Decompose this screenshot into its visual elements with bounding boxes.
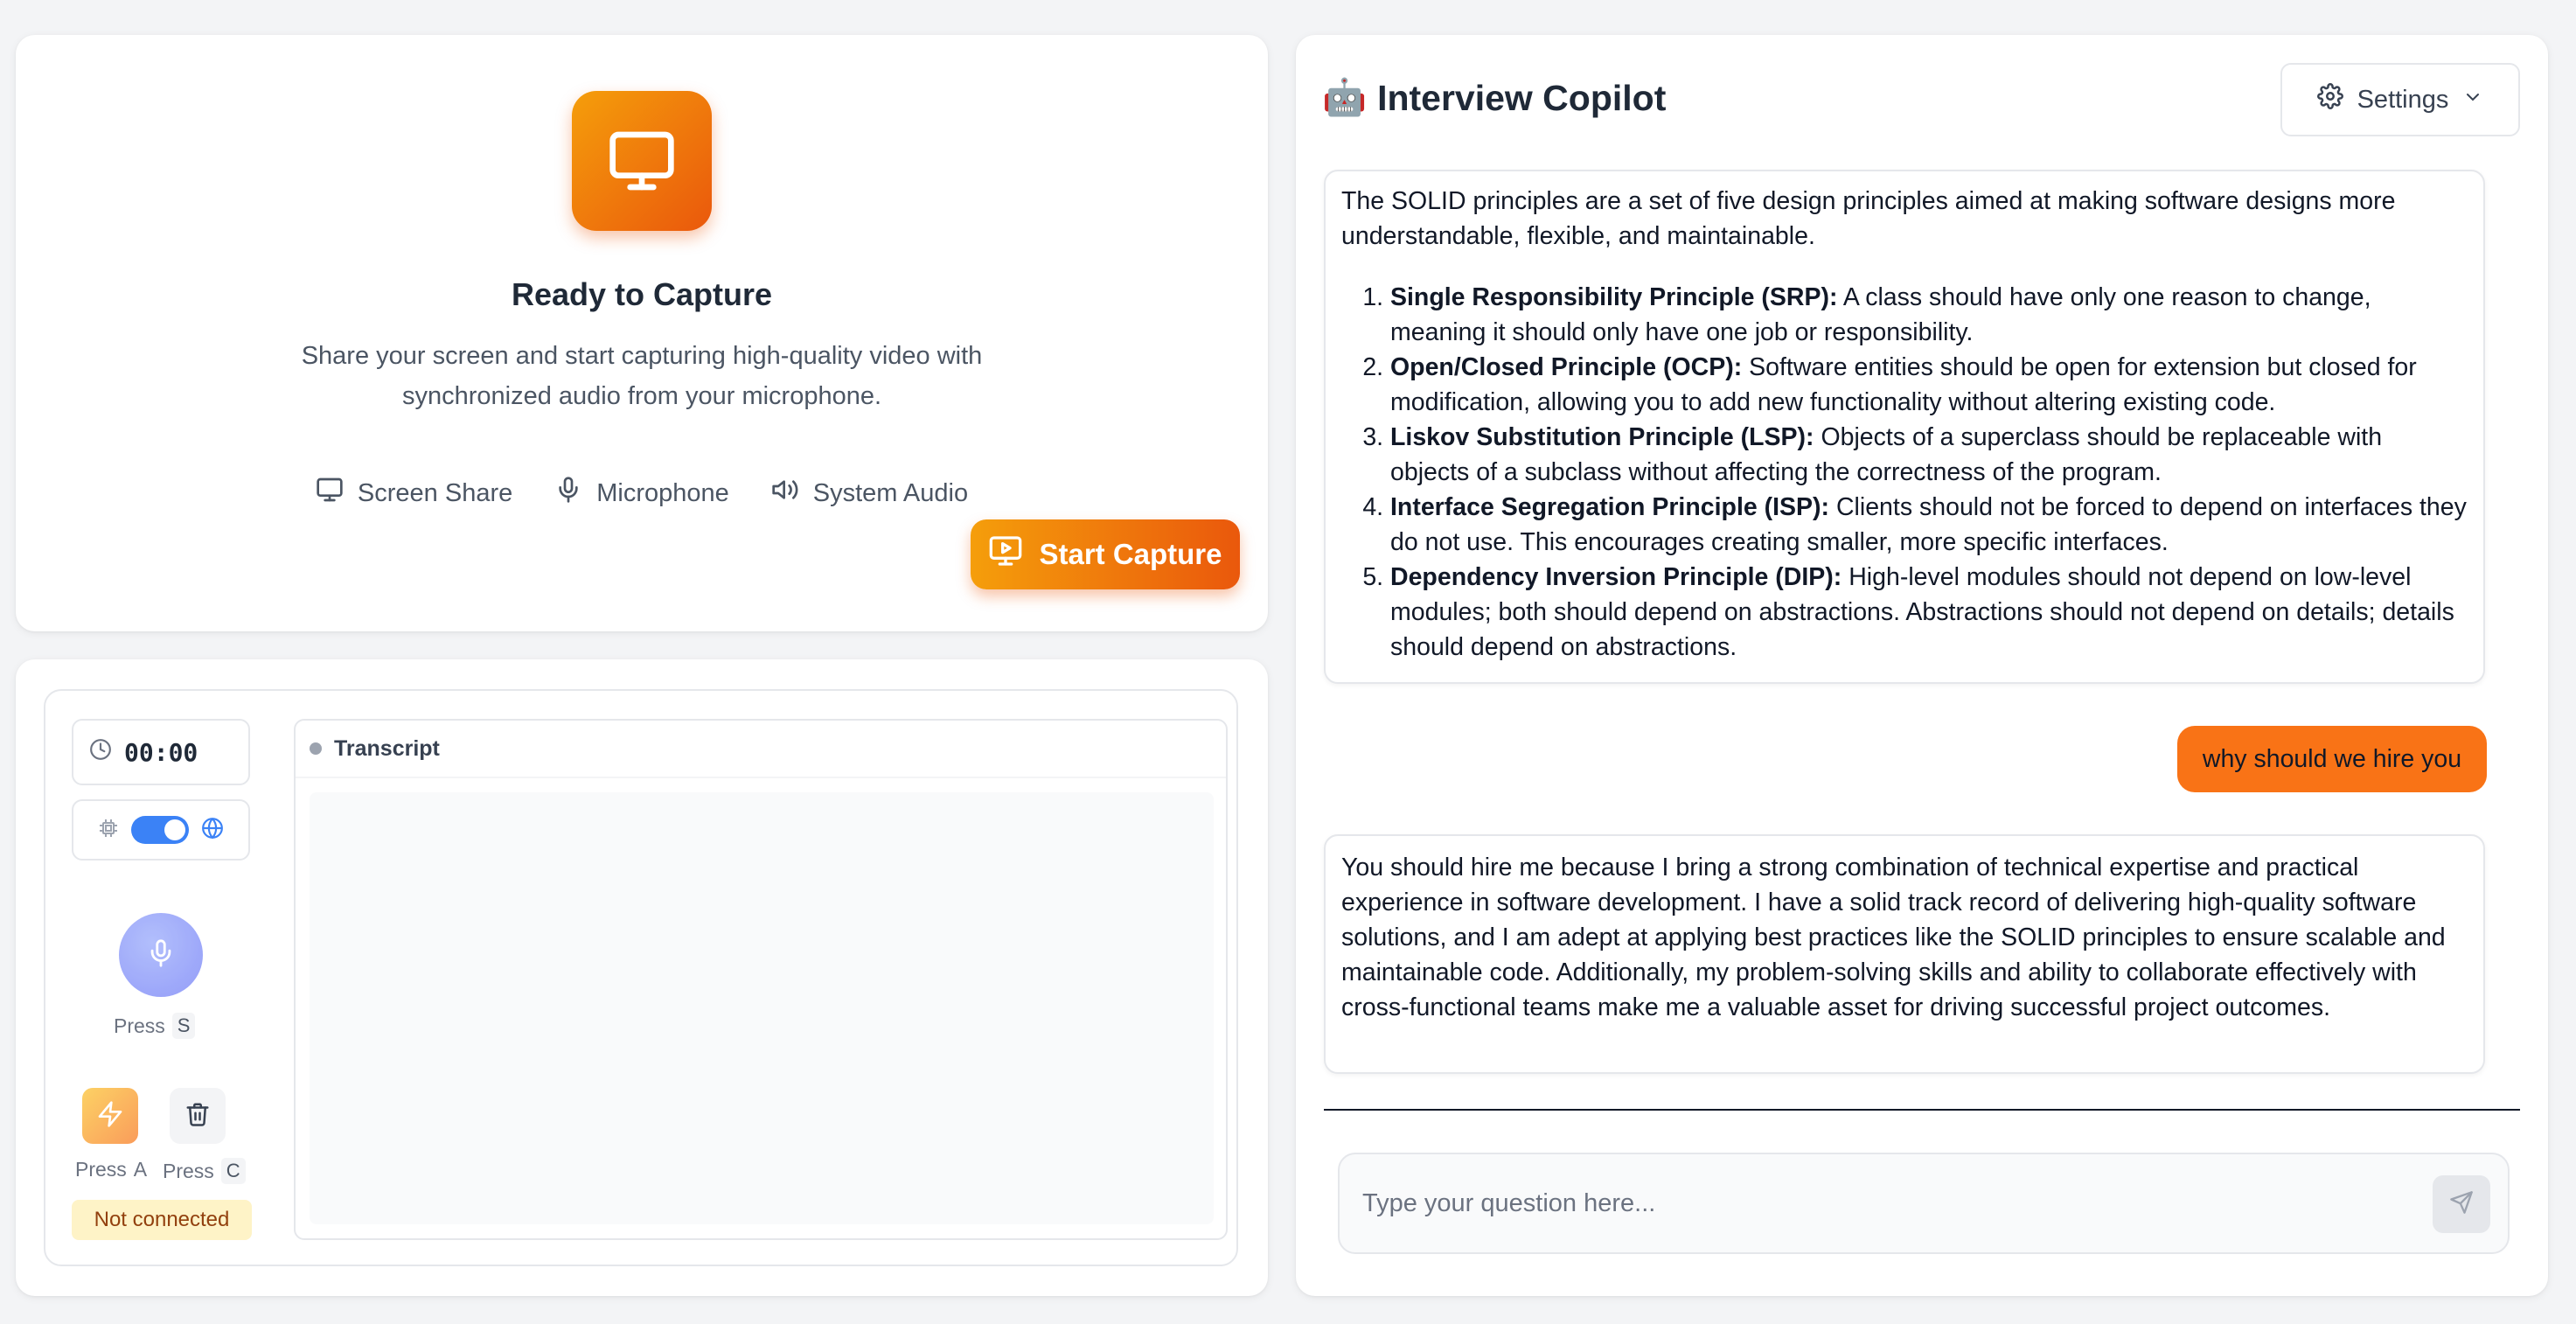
feature-label: Microphone xyxy=(596,478,729,507)
list-item xyxy=(1390,420,2468,490)
capture-description: Share your screen and start capturing high-quality video with synchronized audio from your microphone. xyxy=(301,342,983,410)
list-item xyxy=(1390,280,2468,350)
question-input-bar xyxy=(1338,1153,2510,1254)
trash-icon xyxy=(184,1101,211,1132)
lightning-icon xyxy=(96,1100,124,1132)
mic-shortcut-hint xyxy=(114,1013,195,1039)
item-text: Software entities should be open for extension but closed for modification, allowing you to add new functionality without altering existing code. xyxy=(1390,353,2417,416)
capture-title: Ready to Capture xyxy=(511,276,773,312)
item-text: Clients should not be forced to depend on interfaces they do not use. This encourages creating smaller, more specific interfaces. xyxy=(1390,493,2467,556)
globe-icon xyxy=(201,817,224,844)
feature-microphone xyxy=(554,476,729,511)
item-text: High-level modules should not depend on low-level modules; both should depend on abstractions. Abstractions should not depend on details; details should depend on abstractions. xyxy=(1390,563,2454,661)
status-dot xyxy=(310,742,322,755)
capture-features xyxy=(16,476,1268,511)
settings-button[interactable] xyxy=(2280,63,2520,136)
chevron-down-icon xyxy=(2462,86,2483,115)
recorder-panel xyxy=(44,689,1238,1266)
status-badge: Not connected xyxy=(72,1200,252,1240)
hint-key: A xyxy=(133,1158,148,1181)
item-term: Dependency Inversion Principle (DIP): xyxy=(1390,563,1842,591)
hint-key: S xyxy=(172,1013,196,1039)
item-term: Open/Closed Principle (OCP): xyxy=(1390,353,1743,381)
hint-label: Press xyxy=(114,1014,165,1037)
item-term: Interface Segregation Principle (ISP): xyxy=(1390,493,1830,521)
chip-icon xyxy=(98,818,119,843)
timer xyxy=(72,719,250,785)
screen-play-icon xyxy=(988,533,1023,575)
message-text: The SOLID principles are a set of five design principles aimed at making software designs more understandable, flexible, and maintainable. xyxy=(1341,187,2396,250)
item-term: Liskov Substitution Principle (LSP): xyxy=(1390,423,1814,451)
monitor-icon xyxy=(572,91,712,231)
list-item xyxy=(1390,350,2468,420)
clear-button[interactable] xyxy=(170,1088,226,1144)
transcript-body[interactable] xyxy=(310,792,1214,1224)
start-capture-label: Start Capture xyxy=(1039,538,1222,570)
send-button[interactable] xyxy=(2433,1175,2490,1233)
microphone-icon xyxy=(554,476,582,511)
principles-list xyxy=(1341,280,2468,665)
start-capture-button[interactable] xyxy=(971,519,1240,589)
transcript-header xyxy=(296,721,1226,778)
clock-icon xyxy=(89,738,112,767)
feature-system-audio xyxy=(771,476,968,511)
capture-card xyxy=(16,35,1268,631)
divider xyxy=(1324,1109,2520,1111)
user-message: why should we hire you xyxy=(2177,726,2487,792)
item-text: Objects of a superclass should be replaceable with objects of a subclass without affecting the correctness of the program. xyxy=(1390,423,2383,486)
send-icon xyxy=(2449,1190,2474,1219)
assist-button[interactable] xyxy=(82,1088,138,1144)
microphone-icon xyxy=(146,938,176,972)
settings-label: Settings xyxy=(2357,85,2449,114)
list-item xyxy=(1390,490,2468,560)
item-term: Single Responsibility Principle (SRP): xyxy=(1390,283,1838,311)
question-input[interactable] xyxy=(1362,1189,2394,1218)
mode-toggle-group xyxy=(72,799,250,861)
hint-label: Press xyxy=(75,1158,127,1181)
hint-key: C xyxy=(221,1158,246,1184)
assistant-message xyxy=(1324,834,2485,1074)
copilot-card xyxy=(1296,35,2548,1296)
copilot-title: Interview Copilot xyxy=(1377,77,1667,118)
mic-button[interactable] xyxy=(119,913,203,997)
assistant-message xyxy=(1324,170,2485,684)
gear-icon xyxy=(2317,83,2343,116)
feature-screen-share xyxy=(316,476,512,511)
mode-toggle[interactable] xyxy=(131,816,189,844)
monitor-icon xyxy=(316,476,344,511)
transcript-panel xyxy=(294,719,1228,1240)
feature-label: Screen Share xyxy=(357,478,513,507)
list-item xyxy=(1390,560,2468,665)
hint-label: Press xyxy=(163,1159,214,1182)
speaker-icon xyxy=(771,476,799,511)
timer-value: 00:00 xyxy=(124,737,198,767)
assist-shortcut-hint xyxy=(75,1158,147,1181)
clear-shortcut-hint xyxy=(163,1158,246,1184)
item-text: A class should have only one reason to change, meaning it should only have one job or responsibility. xyxy=(1390,283,2371,346)
feature-label: System Audio xyxy=(812,478,969,507)
transcript-title: Transcript xyxy=(334,735,440,761)
recorder-card xyxy=(16,659,1268,1296)
copilot-header xyxy=(1322,77,1666,119)
robot-icon: 🤖 xyxy=(1322,77,1368,117)
message-text: You should hire me because I bring a strong combination of technical expertise and practical experience in software development. I have a solid track record of delivering high-quality software solutions, and I am adept at applying best practices like the SOLID principles to ensure scalable and maintainable code. Additionally, my problem-solving skills and ability to collaborate effectively with cross-functional teams make me a valuable asset for driving successful project outcomes. xyxy=(1341,854,2446,1021)
